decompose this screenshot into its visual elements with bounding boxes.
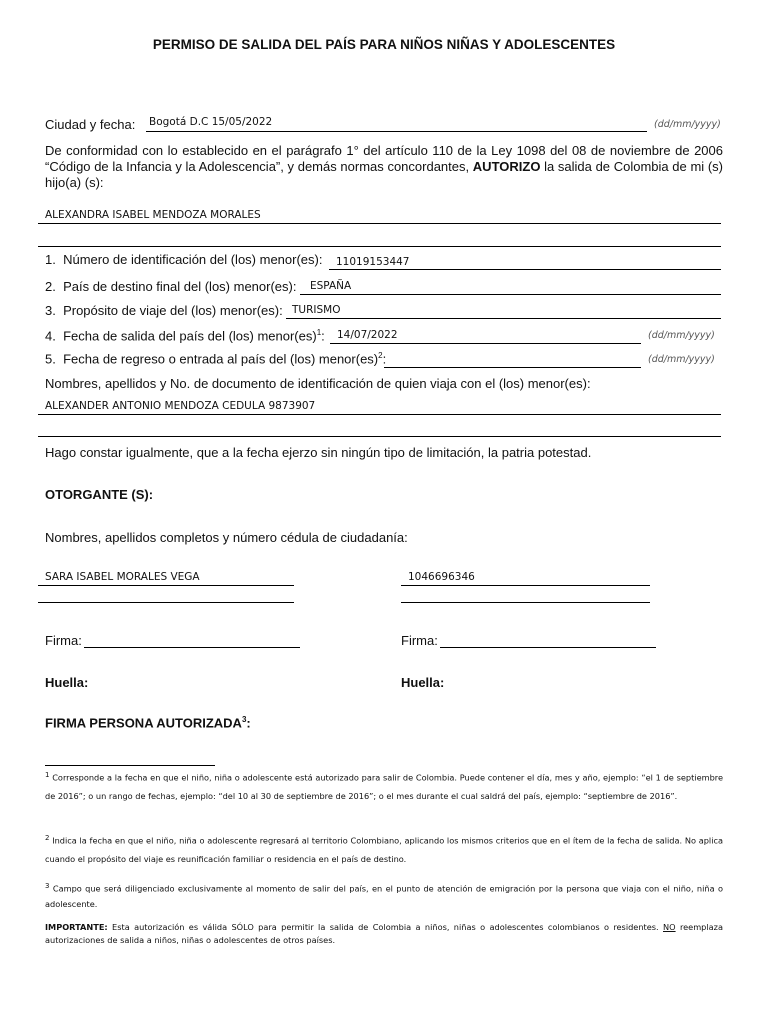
huella-label-left: Huella: [45, 675, 89, 690]
footnote-2: $^2$ Indica la fecha en que el niño, niña o adolescente regresará al territorio Colombiano, aplicando los mismos criterios que en el ítem de la fecha de salida. No aplica cuando el propósito del viaje es reunificación familiar o residencia en el país de destino. [45, 834, 723, 864]
city-date-hint: (dd/mm/yyyy) [654, 119, 721, 130]
firma-label-right: Firma: [401, 633, 438, 648]
intro-paragraph [45, 143, 723, 191]
item-3-value[interactable]: TURISMO [292, 304, 341, 316]
important-label: IMPORTANTE: [45, 922, 108, 932]
grantor-name-line-2 [38, 602, 294, 603]
item-3-text: Propósito de viaje del (los) menor(es): [63, 303, 283, 318]
firma-line-left[interactable] [84, 647, 300, 648]
item-2-text: País de destino final del (los) menor(es): [63, 279, 297, 294]
city-date-label: Ciudad y fecha: [45, 117, 136, 132]
item-4-hint: (dd/mm/yyyy) [648, 330, 715, 341]
item-4-label: 4. Fecha de salida del país del (los) menor(es)$^1$: [45, 328, 325, 344]
traveler-line-2 [38, 436, 721, 437]
item-1-value[interactable]: 11019153447 [336, 256, 410, 268]
important-note [45, 921, 723, 947]
traveler-label: Nombres, apellidos y No. de documento de identificación de quien viaja con el (los) menor(es): [45, 376, 591, 391]
item-5-text: Fecha de regreso o entrada al país del (los) menor(es) [63, 351, 379, 367]
item-1-text: Número de identificación del (los) menor(es): [63, 252, 323, 267]
item-1-label [45, 252, 322, 267]
grantor-id-value[interactable]: 1046696346 [408, 571, 475, 583]
item-1-number: 1. [45, 252, 56, 267]
footnote-3: $^3$ Campo que será diligenciado exclusivamente al momento de salir del país, en el punto de atención de emigración por la persona que viaja con el niño, niña o adolescente. [45, 882, 723, 909]
important-text-after: reemplaza autorizaciones de salida a niños, niñas o adolescentes de otros países. [45, 922, 723, 945]
potestad-statement: Hago constar igualmente, que a la fecha ejerzo sin ningún tipo de limitación, la patria potestad. [45, 445, 592, 460]
city-date-value[interactable]: Bogotá D.C 15/05/2022 [149, 116, 273, 128]
traveler-value[interactable]: ALEXANDER ANTONIO MENDOZA CEDULA 9873907 [45, 400, 316, 412]
intro-text-before: De conformidad con lo establecido en el parágrafo 1° del artículo 110 de la Ley 1098 del 08 de noviembre de 2006 “Código de la Infancia y la Adolescencia”, y demás normas concordantes, [45, 143, 723, 174]
item-5-number: 5. [45, 351, 56, 367]
footnote-1-text: Corresponde a la fecha en que el niño, niña o adolescente está autorizado para salir de Colombia. Puede contener el día, mes y año, ejemplo: “el 1 de septiembre de 2016”; o un rango de fechas, ejemplo: “del 10 al 30 de septiembre de 2016”; o el mes durante el cual saldrá del país, ejemplo: “septiembre de 2016”. [45, 772, 724, 801]
footnote-3-text: Campo que será diligenciado exclusivamente al momento de salir del país, en el punto de atención de emigración por la persona que viaja con el niño, niña o adolescente. [45, 883, 723, 909]
item-4-number: 4. [45, 328, 56, 344]
authorized-signature-heading [45, 715, 251, 730]
important-no: NO [663, 922, 676, 932]
minor-name-line [38, 223, 721, 224]
firma-line-right[interactable] [440, 647, 656, 648]
item-4-line [330, 343, 641, 344]
item-2-line [300, 294, 721, 295]
item-3-label [45, 303, 283, 318]
minor-name-value[interactable]: ALEXANDRA ISABEL MENDOZA MORALES [45, 209, 261, 221]
traveler-line [38, 414, 721, 415]
item-3-number: 3. [45, 303, 56, 318]
city-date-line [146, 131, 647, 132]
important-text-before: Esta autorización es válida SÓLO para permitir la salida de Colombia a niños, niñas o adolescentes colombianos o residentes. [107, 922, 663, 932]
footnote-2-text: Indica la fecha en que el niño, niña o adolescente regresará al territorio Colombiano, aplicando los mismos criterios que en el ítem de la fecha de salida. No aplica cuando el propósito del viaje es reunificación familiar o residencia en el país de destino. [45, 835, 723, 864]
item-5-hint: (dd/mm/yyyy) [648, 354, 715, 365]
authorized-signature-text: FIRMA PERSONA AUTORIZADA [45, 715, 242, 731]
intro-autorizo: AUTORIZO [472, 159, 541, 174]
item-5-label: 5. Fecha de regreso o entrada al país del (los) menor(es)$^2$: [45, 351, 387, 367]
grantor-names-label: Nombres, apellidos completos y número cédula de ciudadanía: [45, 530, 408, 545]
item-2-number: 2. [45, 279, 56, 294]
item-1-line [329, 269, 721, 270]
item-4-footnote-ref: 1 [316, 328, 322, 337]
item-4-text: Fecha de salida del país del (los) menor(es) [63, 328, 317, 344]
firma-label-left: Firma: [45, 633, 82, 648]
item-5-line [384, 367, 641, 368]
authorized-signature-footnote-ref: 3 [241, 715, 247, 724]
item-2-label [45, 279, 296, 294]
huella-label-right: Huella: [401, 675, 445, 690]
intro-text-after: la salida de Colombia de mi (s) hijo(a) (s): [45, 159, 723, 190]
item-4-value[interactable]: 14/07/2022 [337, 329, 398, 341]
item-5-footnote-ref: 2 [378, 351, 383, 360]
document-title: PERMISO DE SALIDA DEL PAÍS PARA NIÑOS NIÑAS Y ADOLESCENTES [152, 37, 616, 52]
minor-name-line-2 [38, 246, 721, 247]
grantor-name-line [38, 585, 294, 586]
authorized-signature-colon: : [246, 715, 251, 731]
grantor-id-line-2 [401, 602, 650, 603]
grantor-id-line [401, 585, 650, 586]
footnote-1: $^1$ Corresponde a la fecha en que el niño, niña o adolescente está autorizado para salir de Colombia. Puede contener el día, mes y año, ejemplo: “el 1 de septiembre de 2016”; o un rango de fechas, ejemplo: “del 10 al 30 de septiembre de 2016”; o el mes durante el cual saldrá del país, ejemplo: “septiembre de 2016”. [45, 771, 724, 801]
item-3-line [286, 318, 721, 319]
grantor-name-value[interactable]: SARA ISABEL MORALES VEGA [45, 571, 200, 583]
otorgante-heading: OTORGANTE (S): [45, 487, 154, 502]
item-2-value[interactable]: ESPAÑA [310, 280, 352, 292]
